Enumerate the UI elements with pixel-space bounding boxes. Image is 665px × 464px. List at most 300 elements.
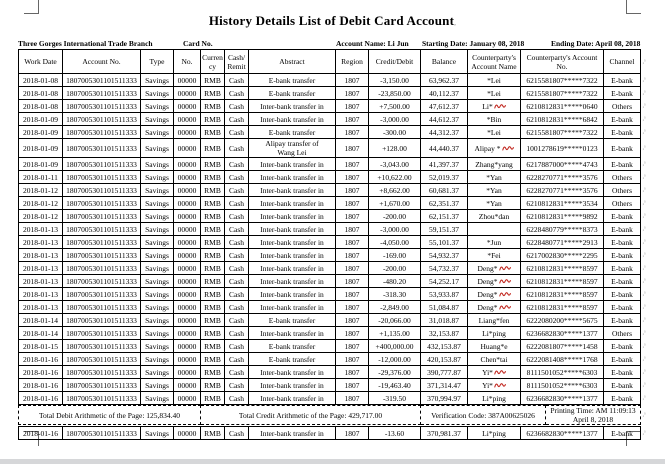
row-end-mark: ,ᵌ [642, 116, 646, 122]
row-end-mark: ,ᵌ [642, 103, 646, 109]
cell-account-no: 1807005301101511333 [63, 197, 141, 210]
card-no-label: Card No. [183, 39, 213, 48]
cell-credit-debit: -12,000.00 [369, 353, 421, 366]
cell-balance: 54,252.17 [421, 275, 468, 288]
cell-cash-remit: Cash [225, 223, 249, 236]
cell-currency: RMB [201, 210, 225, 223]
cell-work-date: 2018-01-13 [19, 249, 63, 262]
cell-region: 1807 [336, 139, 369, 158]
totals-row [19, 406, 641, 425]
cell-currency: RMB [201, 171, 225, 184]
cell-counterparty-account: 6210812831*****8597 [521, 275, 604, 288]
cell-abstract: Inter-bank transfer in [249, 171, 336, 184]
cell-account-no: 1807005301101511333 [63, 427, 141, 440]
cell-no: 00000 [174, 126, 201, 139]
cell-balance: 54,732.37 [421, 262, 468, 275]
cell-work-date: 2018-01-08 [19, 87, 63, 100]
table-row [19, 249, 641, 262]
cell-credit-debit: +1,135.00 [369, 327, 421, 340]
cell-credit-debit: -2,849.00 [369, 301, 421, 314]
cell-currency: RMB [201, 392, 225, 405]
cell-credit-debit: -480.20 [369, 275, 421, 288]
counterparty-name-text: Li* [482, 101, 493, 111]
row-end-mark: ,ᵌ [642, 356, 646, 362]
cell-work-date: 2018-01-16 [19, 379, 63, 392]
cell-region: 1807 [336, 327, 369, 340]
cell-abstract: Inter-bank transfer in [249, 197, 336, 210]
cell-cash-remit: Cash [225, 113, 249, 126]
cell-cash-remit: Cash [225, 171, 249, 184]
cell-type: Savings [141, 184, 174, 197]
cell-channel: E-bank [604, 392, 641, 405]
cell-channel: E-bank [604, 74, 641, 87]
cell-account-no: 1807005301101511333 [63, 87, 141, 100]
cell-counterparty-name [468, 126, 521, 139]
cell-credit-debit: -20,066.00 [369, 314, 421, 327]
cell-counterparty-name [468, 210, 521, 223]
cell-counterparty-account: 6210812831*****9892 [521, 210, 604, 223]
cell-counterparty-name [468, 171, 521, 184]
cell-work-date: 2018-01-12 [19, 184, 63, 197]
row-end-mark: ,ᵌ [642, 174, 646, 180]
cell-region: 1807 [336, 100, 369, 113]
cell-currency: RMB [201, 139, 225, 158]
cell-balance: 47,612.37 [421, 100, 468, 113]
cell-currency: RMB [201, 223, 225, 236]
cell-channel: E-bank [604, 314, 641, 327]
cell-abstract: E-bank transfer [249, 126, 336, 139]
cell-channel: Others [604, 197, 641, 210]
cell-no: 00000 [174, 327, 201, 340]
cell-region: 1807 [336, 223, 369, 236]
cell-balance: 44,312.37 [421, 126, 468, 139]
cell-counterparty-account: 6228480779*****8373 [521, 223, 604, 236]
cell-region: 1807 [336, 288, 369, 301]
cell-credit-debit: -200.00 [369, 210, 421, 223]
cell-counterparty-account: 6217002830*****2295 [521, 249, 604, 262]
red-scribble-icon [499, 277, 511, 285]
cell-type: Savings [141, 139, 174, 158]
row-end-mark: ,ᵌ [642, 382, 646, 388]
cell-no: 00000 [174, 139, 201, 158]
counterparty-name-text: *Jun [486, 237, 502, 247]
counterparty-name-text: Li*ping [482, 328, 506, 338]
cell-no: 00000 [174, 275, 201, 288]
cell-abstract: E-bank transfer [249, 74, 336, 87]
cell-counterparty-account: 6210812831*****8597 [521, 301, 604, 314]
cell-channel: E-bank [604, 139, 641, 158]
cell-abstract: E-bank transfer [249, 340, 336, 353]
cell-region: 1807 [336, 314, 369, 327]
cell-credit-debit: -3,000.00 [369, 113, 421, 126]
counterparty-name-text: *Lei [487, 88, 501, 98]
table-row [19, 301, 641, 314]
cell-balance: 370,994.97 [421, 392, 468, 405]
header-currency: Currency [201, 50, 225, 74]
cell-channel: E-bank [604, 223, 641, 236]
cell-cash-remit: Cash [225, 340, 249, 353]
cell-counterparty-account: 6222081408*****1768 [521, 353, 604, 366]
cell-cash-remit: Cash [225, 366, 249, 379]
cell-credit-debit: -3,043.00 [369, 158, 421, 171]
cell-type: Savings [141, 236, 174, 249]
row-end-mark: ,ᵌ [642, 161, 646, 167]
cell-region: 1807 [336, 392, 369, 405]
statement-tables [18, 49, 640, 440]
cell-counterparty-name [468, 87, 521, 100]
account-name: Account Name: Li Jun [336, 39, 409, 48]
cell-account-no: 1807005301101511333 [63, 100, 141, 113]
cell-abstract: E-bank transfer [249, 353, 336, 366]
red-scribble-icon [499, 303, 511, 311]
cell-region: 1807 [336, 74, 369, 87]
cell-abstract: Inter-bank transfer in [249, 327, 336, 340]
table-row [19, 184, 641, 197]
table-row [19, 392, 641, 405]
page-title: History Details List of Debit Card Account, [208, 13, 457, 28]
cell-region: 1807 [336, 236, 369, 249]
cell-type: Savings [141, 197, 174, 210]
cell-region: 1807 [336, 353, 369, 366]
row-end-mark: ,ᵌ [642, 226, 646, 232]
cell-counterparty-name [468, 427, 521, 440]
row-end-mark: ,ᵌ [642, 304, 646, 310]
cell-cash-remit: Cash [225, 126, 249, 139]
cell-cash-remit: Cash [225, 314, 249, 327]
counterparty-name-text: Zhang*yang [475, 159, 513, 169]
cell-currency: RMB [201, 158, 225, 171]
cell-balance: 53,933.87 [421, 288, 468, 301]
cell-no: 00000 [174, 379, 201, 392]
cell-type: Savings [141, 301, 174, 314]
cell-balance: 55,101.37 [421, 236, 468, 249]
table-row [19, 366, 641, 379]
counterparty-name-text: Yi* [482, 367, 493, 377]
cell-counterparty-name [468, 392, 521, 405]
cell-credit-debit: +128.00 [369, 139, 421, 158]
cell-region: 1807 [336, 171, 369, 184]
cell-credit-debit: +7,500.00 [369, 100, 421, 113]
cell-counterparty-account: 6210812831*****8597 [521, 262, 604, 275]
cell-balance: 52,019.37 [421, 171, 468, 184]
cell-no: 00000 [174, 314, 201, 327]
cell-currency: RMB [201, 249, 225, 262]
cell-type: Savings [141, 87, 174, 100]
cell-counterparty-name [468, 262, 521, 275]
cell-counterparty-name [468, 236, 521, 249]
counterparty-name-text: Zhou*dan [478, 211, 510, 221]
counterparty-name-text: Deng* [477, 289, 498, 299]
cell-counterparty-name [468, 113, 521, 126]
cell-abstract: Inter-bank transfer in [249, 275, 336, 288]
cell-work-date: 2018-01-08 [19, 100, 63, 113]
cell-channel: E-bank [604, 249, 641, 262]
cell-balance: 63,962.37 [421, 74, 468, 87]
cell-work-date: 2018-01-16 [19, 427, 63, 440]
cell-work-date: 2018-01-13 [19, 236, 63, 249]
cell-credit-debit: -29,376.00 [369, 366, 421, 379]
cell-account-no: 1807005301101511333 [63, 366, 141, 379]
cell-counterparty-account: 6222080200*****5675 [521, 314, 604, 327]
cell-no: 00000 [174, 301, 201, 314]
cell-channel: E-bank [604, 379, 641, 392]
row-end-mark: ,ᵌ [642, 145, 646, 151]
cell-region: 1807 [336, 427, 369, 440]
counterparty-name-text: Deng* [477, 302, 498, 312]
cell-counterparty-account: 6236682830*****1377 [521, 392, 604, 405]
cell-channel: E-bank [604, 301, 641, 314]
cell-channel: Others [604, 184, 641, 197]
cell-type: Savings [141, 158, 174, 171]
cell-balance: 420,153.87 [421, 353, 468, 366]
cell-cash-remit: Cash [225, 87, 249, 100]
cell-abstract: Inter-bank transfer in [249, 158, 336, 171]
counterparty-name-text: Liang*fen [478, 315, 510, 325]
cell-type: Savings [141, 327, 174, 340]
cell-type: Savings [141, 223, 174, 236]
cell-counterparty-name [468, 366, 521, 379]
cell-type: Savings [141, 249, 174, 262]
row-end-mark: ,ᵌ [642, 430, 646, 436]
cell-balance: 41,397.37 [421, 158, 468, 171]
carryover-transaction-table [18, 426, 641, 440]
counterparty-name-text: *Lei [487, 75, 501, 85]
counterparty-name-text: Huang*e [480, 341, 508, 351]
cell-account-no: 1807005301101511333 [63, 210, 141, 223]
cell-account-no: 1807005301101511333 [63, 301, 141, 314]
cell-channel: Others [604, 327, 641, 340]
header-work-date: Work Date [19, 50, 63, 74]
red-scribble-icon [502, 144, 514, 152]
cell-account-no: 1807005301101511333 [63, 288, 141, 301]
cell-channel: E-bank [604, 353, 641, 366]
cell-cash-remit: Cash [225, 236, 249, 249]
cell-type: Savings [141, 171, 174, 184]
cell-currency: RMB [201, 379, 225, 392]
header-balance: Balance [421, 50, 468, 74]
cell-type: Savings [141, 126, 174, 139]
cell-counterparty-account: 6236682830*****1377 [521, 427, 604, 440]
cell-credit-debit: -19,463.40 [369, 379, 421, 392]
cell-no: 00000 [174, 184, 201, 197]
row-end-mark: ,ᵌ [642, 252, 646, 258]
branch-name: Three Gorges International Trade Branch [18, 39, 153, 48]
cell-account-no: 1807005301101511333 [63, 275, 141, 288]
cell-abstract: Inter-bank transfer in [249, 392, 336, 405]
cell-work-date: 2018-01-14 [19, 314, 63, 327]
header-abstract: Abstract [249, 50, 336, 74]
cell-region: 1807 [336, 113, 369, 126]
cell-no: 00000 [174, 366, 201, 379]
cell-work-date: 2018-01-13 [19, 223, 63, 236]
cell-balance: 44,612.37 [421, 113, 468, 126]
cell-region: 1807 [336, 301, 369, 314]
counterparty-name-text: *Fei [487, 250, 501, 260]
cell-channel: E-bank [604, 87, 641, 100]
cell-region: 1807 [336, 275, 369, 288]
red-scribble-icon [494, 381, 506, 389]
cell-abstract: Inter-bank transfer in [249, 379, 336, 392]
cell-currency: RMB [201, 353, 225, 366]
printing-time: Printing Time: AM 11:09:13 April 8, 2018 [546, 406, 641, 425]
cell-counterparty-name [468, 327, 521, 340]
counterparty-name-text: Chen*tai [480, 354, 508, 364]
header-counterparty-name: Counterparty's Account Name [468, 50, 521, 74]
cell-abstract: Inter-bank transfer in [249, 249, 336, 262]
table-row [19, 139, 641, 158]
cell-abstract: Alipay transfer of Wang Lei [249, 139, 336, 158]
cell-currency: RMB [201, 74, 225, 87]
cell-credit-debit: -169.00 [369, 249, 421, 262]
counterparty-name-text: *Yan [486, 185, 502, 195]
row-end-mark: ,ᵌ [642, 412, 646, 418]
header-no: No. [174, 50, 201, 74]
cell-credit-debit: +400,000.00 [369, 340, 421, 353]
table-row [19, 197, 641, 210]
cell-currency: RMB [201, 87, 225, 100]
cell-channel: E-bank [604, 210, 641, 223]
cell-cash-remit: Cash [225, 353, 249, 366]
cell-currency: RMB [201, 184, 225, 197]
cell-balance: 31,018.87 [421, 314, 468, 327]
cell-account-no: 1807005301101511333 [63, 74, 141, 87]
counterparty-name-text: *Bin [486, 114, 502, 124]
table-row [19, 223, 641, 236]
cell-cash-remit: Cash [225, 301, 249, 314]
cell-counterparty-account: 8111501052*****6303 [521, 366, 604, 379]
cell-no: 00000 [174, 87, 201, 100]
cell-no: 00000 [174, 262, 201, 275]
red-scribble-icon [494, 102, 506, 110]
cell-balance: 390,777.87 [421, 366, 468, 379]
cell-type: Savings [141, 288, 174, 301]
row-end-mark: ,ᵌ [642, 58, 646, 65]
cell-type: Savings [141, 74, 174, 87]
cell-region: 1807 [336, 262, 369, 275]
cell-account-no: 1807005301101511333 [63, 139, 141, 158]
cell-cash-remit: Cash [225, 288, 249, 301]
cell-credit-debit: +1,670.00 [369, 197, 421, 210]
cell-type: Savings [141, 100, 174, 113]
table-row [19, 126, 641, 139]
cell-currency: RMB [201, 288, 225, 301]
cell-currency: RMB [201, 427, 225, 440]
cell-account-no: 1807005301101511333 [63, 158, 141, 171]
cell-cash-remit: Cash [225, 139, 249, 158]
table-header-row [19, 50, 641, 74]
cell-work-date: 2018-01-11 [19, 171, 63, 184]
table-row [19, 210, 641, 223]
row-end-mark: ,ᵌ [642, 343, 646, 349]
table-row [19, 314, 641, 327]
table-row [19, 353, 641, 366]
total-credit: Total Credit Arithmetic of the Page: 429,717.00 [201, 406, 421, 425]
table-row [19, 74, 641, 87]
cell-type: Savings [141, 275, 174, 288]
row-end-mark: ,ᵌ [642, 395, 646, 401]
cell-no: 00000 [174, 236, 201, 249]
cell-work-date: 2018-01-15 [19, 340, 63, 353]
counterparty-name-text: Li*ping [482, 393, 506, 403]
table-row [19, 340, 641, 353]
cell-counterparty-name [468, 379, 521, 392]
cell-currency: RMB [201, 301, 225, 314]
cell-cash-remit: Cash [225, 74, 249, 87]
cell-abstract: Inter-bank transfer in [249, 236, 336, 249]
cell-credit-debit: -4,050.00 [369, 236, 421, 249]
cell-counterparty-name [468, 139, 521, 158]
counterparty-name-text: *Lei [487, 127, 501, 137]
cell-counterparty-name [468, 301, 521, 314]
counterparty-name-text: Deng* [477, 276, 498, 286]
cell-channel: Others [604, 171, 641, 184]
cell-no: 00000 [174, 210, 201, 223]
row-end-mark: ,ᵌ [642, 239, 646, 245]
table-row [19, 100, 641, 113]
cell-balance: 59,151.37 [421, 223, 468, 236]
cell-work-date: 2018-01-08 [19, 74, 63, 87]
table-row [19, 236, 641, 249]
cell-counterparty-account: 6228270771*****3576 [521, 184, 604, 197]
cell-work-date: 2018-01-09 [19, 139, 63, 158]
header-account-no: Account No. [63, 50, 141, 74]
cell-currency: RMB [201, 275, 225, 288]
cell-type: Savings [141, 314, 174, 327]
cell-counterparty-account: 8111501052*****6303 [521, 379, 604, 392]
cell-credit-debit: -13.60 [369, 427, 421, 440]
cell-channel: E-bank [604, 427, 641, 440]
cell-cash-remit: Cash [225, 327, 249, 340]
cell-cash-remit: Cash [225, 249, 249, 262]
cell-channel: E-bank [604, 366, 641, 379]
cell-no: 00000 [174, 249, 201, 262]
cell-work-date: 2018-01-13 [19, 301, 63, 314]
cell-counterparty-name [468, 288, 521, 301]
cell-balance: 62,151.37 [421, 210, 468, 223]
cell-account-no: 1807005301101511333 [63, 113, 141, 126]
page-bottom-edge [0, 459, 665, 464]
cell-work-date: 2018-01-13 [19, 275, 63, 288]
cell-region: 1807 [336, 249, 369, 262]
counterparty-name-text: Deng* [477, 263, 498, 273]
cell-channel: E-bank [604, 158, 641, 171]
cell-account-no: 1807005301101511333 [63, 392, 141, 405]
counterparty-name-text: Li*ping [482, 428, 506, 438]
cell-work-date: 2018-01-13 [19, 262, 63, 275]
cell-balance: 432,153.87 [421, 340, 468, 353]
header-channel: Channel [604, 50, 641, 74]
red-scribble-icon [499, 290, 511, 298]
counterparty-name-text: Yi* [482, 380, 493, 390]
cell-balance: 371,314.47 [421, 379, 468, 392]
cell-channel: Others [604, 100, 641, 113]
header-type: Type [141, 50, 174, 74]
cell-currency: RMB [201, 262, 225, 275]
cell-cash-remit: Cash [225, 392, 249, 405]
row-end-mark: ,ᵌ [642, 77, 646, 83]
cell-counterparty-name [468, 74, 521, 87]
cell-abstract: Inter-bank transfer in [249, 262, 336, 275]
cell-account-no: 1807005301101511333 [63, 171, 141, 184]
cell-account-no: 1807005301101511333 [63, 262, 141, 275]
cell-credit-debit: -3,000.00 [369, 223, 421, 236]
table-row [19, 427, 641, 440]
cell-abstract: Inter-bank transfer in [249, 288, 336, 301]
cell-work-date: 2018-01-16 [19, 366, 63, 379]
cell-counterparty-name [468, 158, 521, 171]
cell-abstract: Inter-bank transfer in [249, 113, 336, 126]
row-end-mark: ,ᵌ [642, 90, 646, 96]
